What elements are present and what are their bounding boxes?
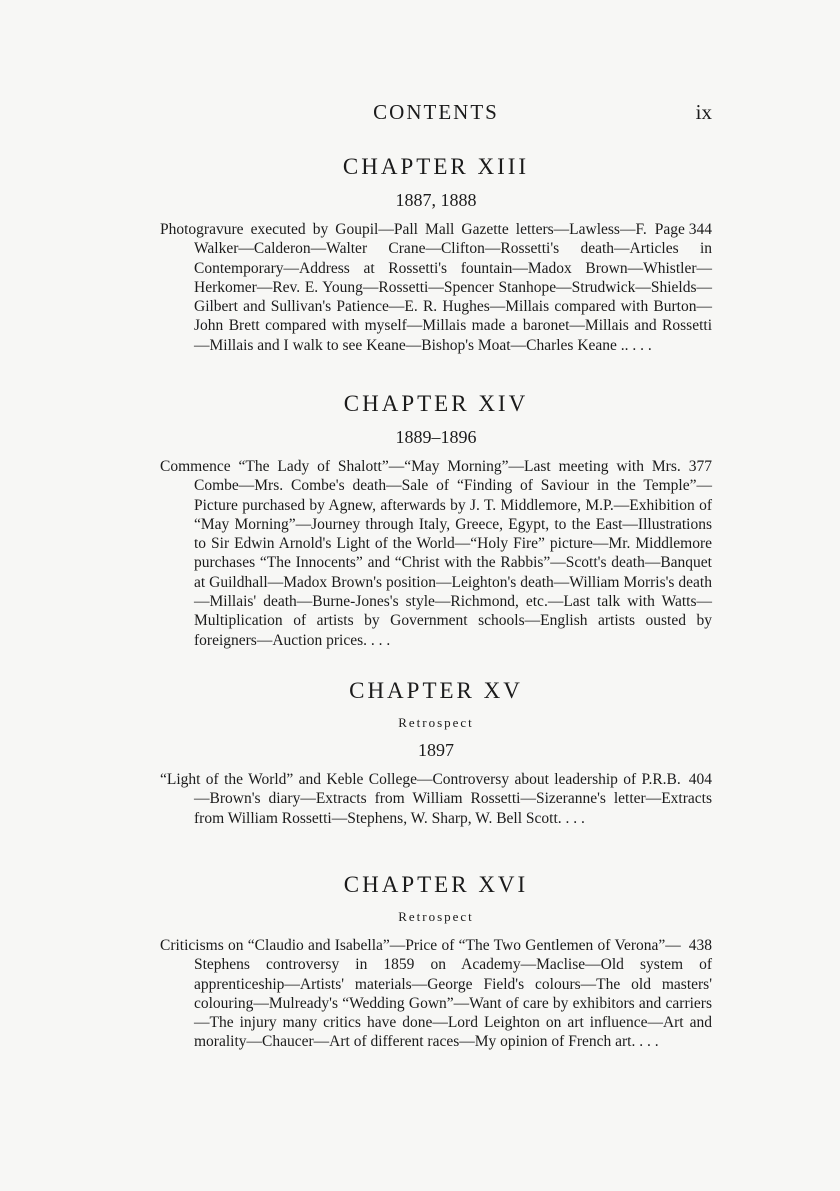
summary-text: Photogravure executed by Goupil—Pall Mall Gazette letters—Lawless—F. Walker—Calderon—Walter Crane—Clifton—Rossetti's death—Articles in Contemporary—Address at Rossetti's fountain—Madox Brown—Whistler—Herkomer—Rev. E. Young—Rossetti—Spencer Stanhope—Strudwick—Shields—Gilbert and Sullivan's Patience—E. R. Hughes—Millais compared with Burton—John Brett compared with myself—Millais made a baronet—Millais and Rossetti—Millais and I walk to see Keane—Bishop's Moat—Charles Keane . [160, 221, 712, 354]
chapter-years: 1897 [418, 740, 454, 760]
summary-text: Criticisms on “Claudio and Isabella”—Price of “The Two Gentlemen of Verona”—Stephens controversy in 1859 on Academy—Maclise—Old system of apprenticeship—Artists' materials—George Field's colours—The old masters' colouring—Mulready's “Wedding Gown”—Want of care by exhibitors and carriers—The injury many critics have done—Lord Leighton on art influence—Art and morality—Chaucer—Art of different races—My opinion of French art [160, 937, 712, 1051]
page-reference: 438 [688, 937, 712, 954]
dot-leaders: . . . . [631, 1033, 659, 1051]
chapter-title: CHAPTER XIII [342, 154, 530, 179]
chapter-title: CHAPTER XIV [343, 391, 529, 416]
page-reference: 377 [688, 458, 712, 475]
running-head [160, 100, 712, 134]
chapter-subtitle: Retrospect [398, 715, 474, 730]
chapter-years: 1889–1896 [395, 427, 477, 447]
chapter-title: CHAPTER XV [349, 678, 523, 703]
chapter-subtitle: Retrospect [398, 909, 474, 924]
chapter-summary [160, 220, 712, 355]
chapter-13 [160, 152, 712, 355]
chapter-14 [160, 389, 712, 650]
dot-leaders: . . . . [624, 336, 652, 354]
chapter-summary [160, 457, 712, 650]
page-reference: Page 344 [654, 221, 712, 238]
chapter-years: 1887, 1888 [395, 190, 477, 210]
page-title: CONTENTS [373, 100, 499, 124]
chapter-summary [160, 936, 712, 1052]
dot-leaders: . . . . [557, 809, 585, 827]
page-number: ix [695, 100, 712, 124]
chapter-16 [160, 870, 712, 1052]
chapter-15 [160, 676, 712, 828]
dot-leaders: . . . . [363, 631, 391, 649]
chapter-title: CHAPTER XVI [343, 872, 529, 897]
chapter-summary [160, 770, 712, 828]
summary-text: “Light of the World” and Keble College—Controversy about leadership of P.R.B.—Brown's diary—Extracts from William Rossetti—Sizeranne's letter—Extracts from William Rossetti—Stephens, W. Sharp, W. Bell Scott [160, 771, 712, 827]
summary-text: Commence “The Lady of Shalott”—“May Morning”—Last meeting with Mrs. Combe—Mrs. Combe's death—Sale of “Finding of Saviour in the Temple”—Picture purchased by Agnew, afterwards by J. T. Middlemore, M.P.—Exhibition of “May Morning”—Journey through Italy, Greece, Egypt, to the East—Illustrations to Sir Edwin Arnold's Light of the World—“Holy Fire” picture—Mr. Middlemore purchases “The Innocents” and “Christ with the Rabbis”—Scott's death—Banquet at Guildhall—Madox Brown's position—Leighton's death—William Morris's death—Millais' death—Burne-Jones's style—Richmond, etc.—Last talk with Watts—Multiplication of artists by Government schools—English artists ousted by foreigners—Auction prices [160, 458, 712, 649]
page-reference: 404 [688, 771, 712, 788]
